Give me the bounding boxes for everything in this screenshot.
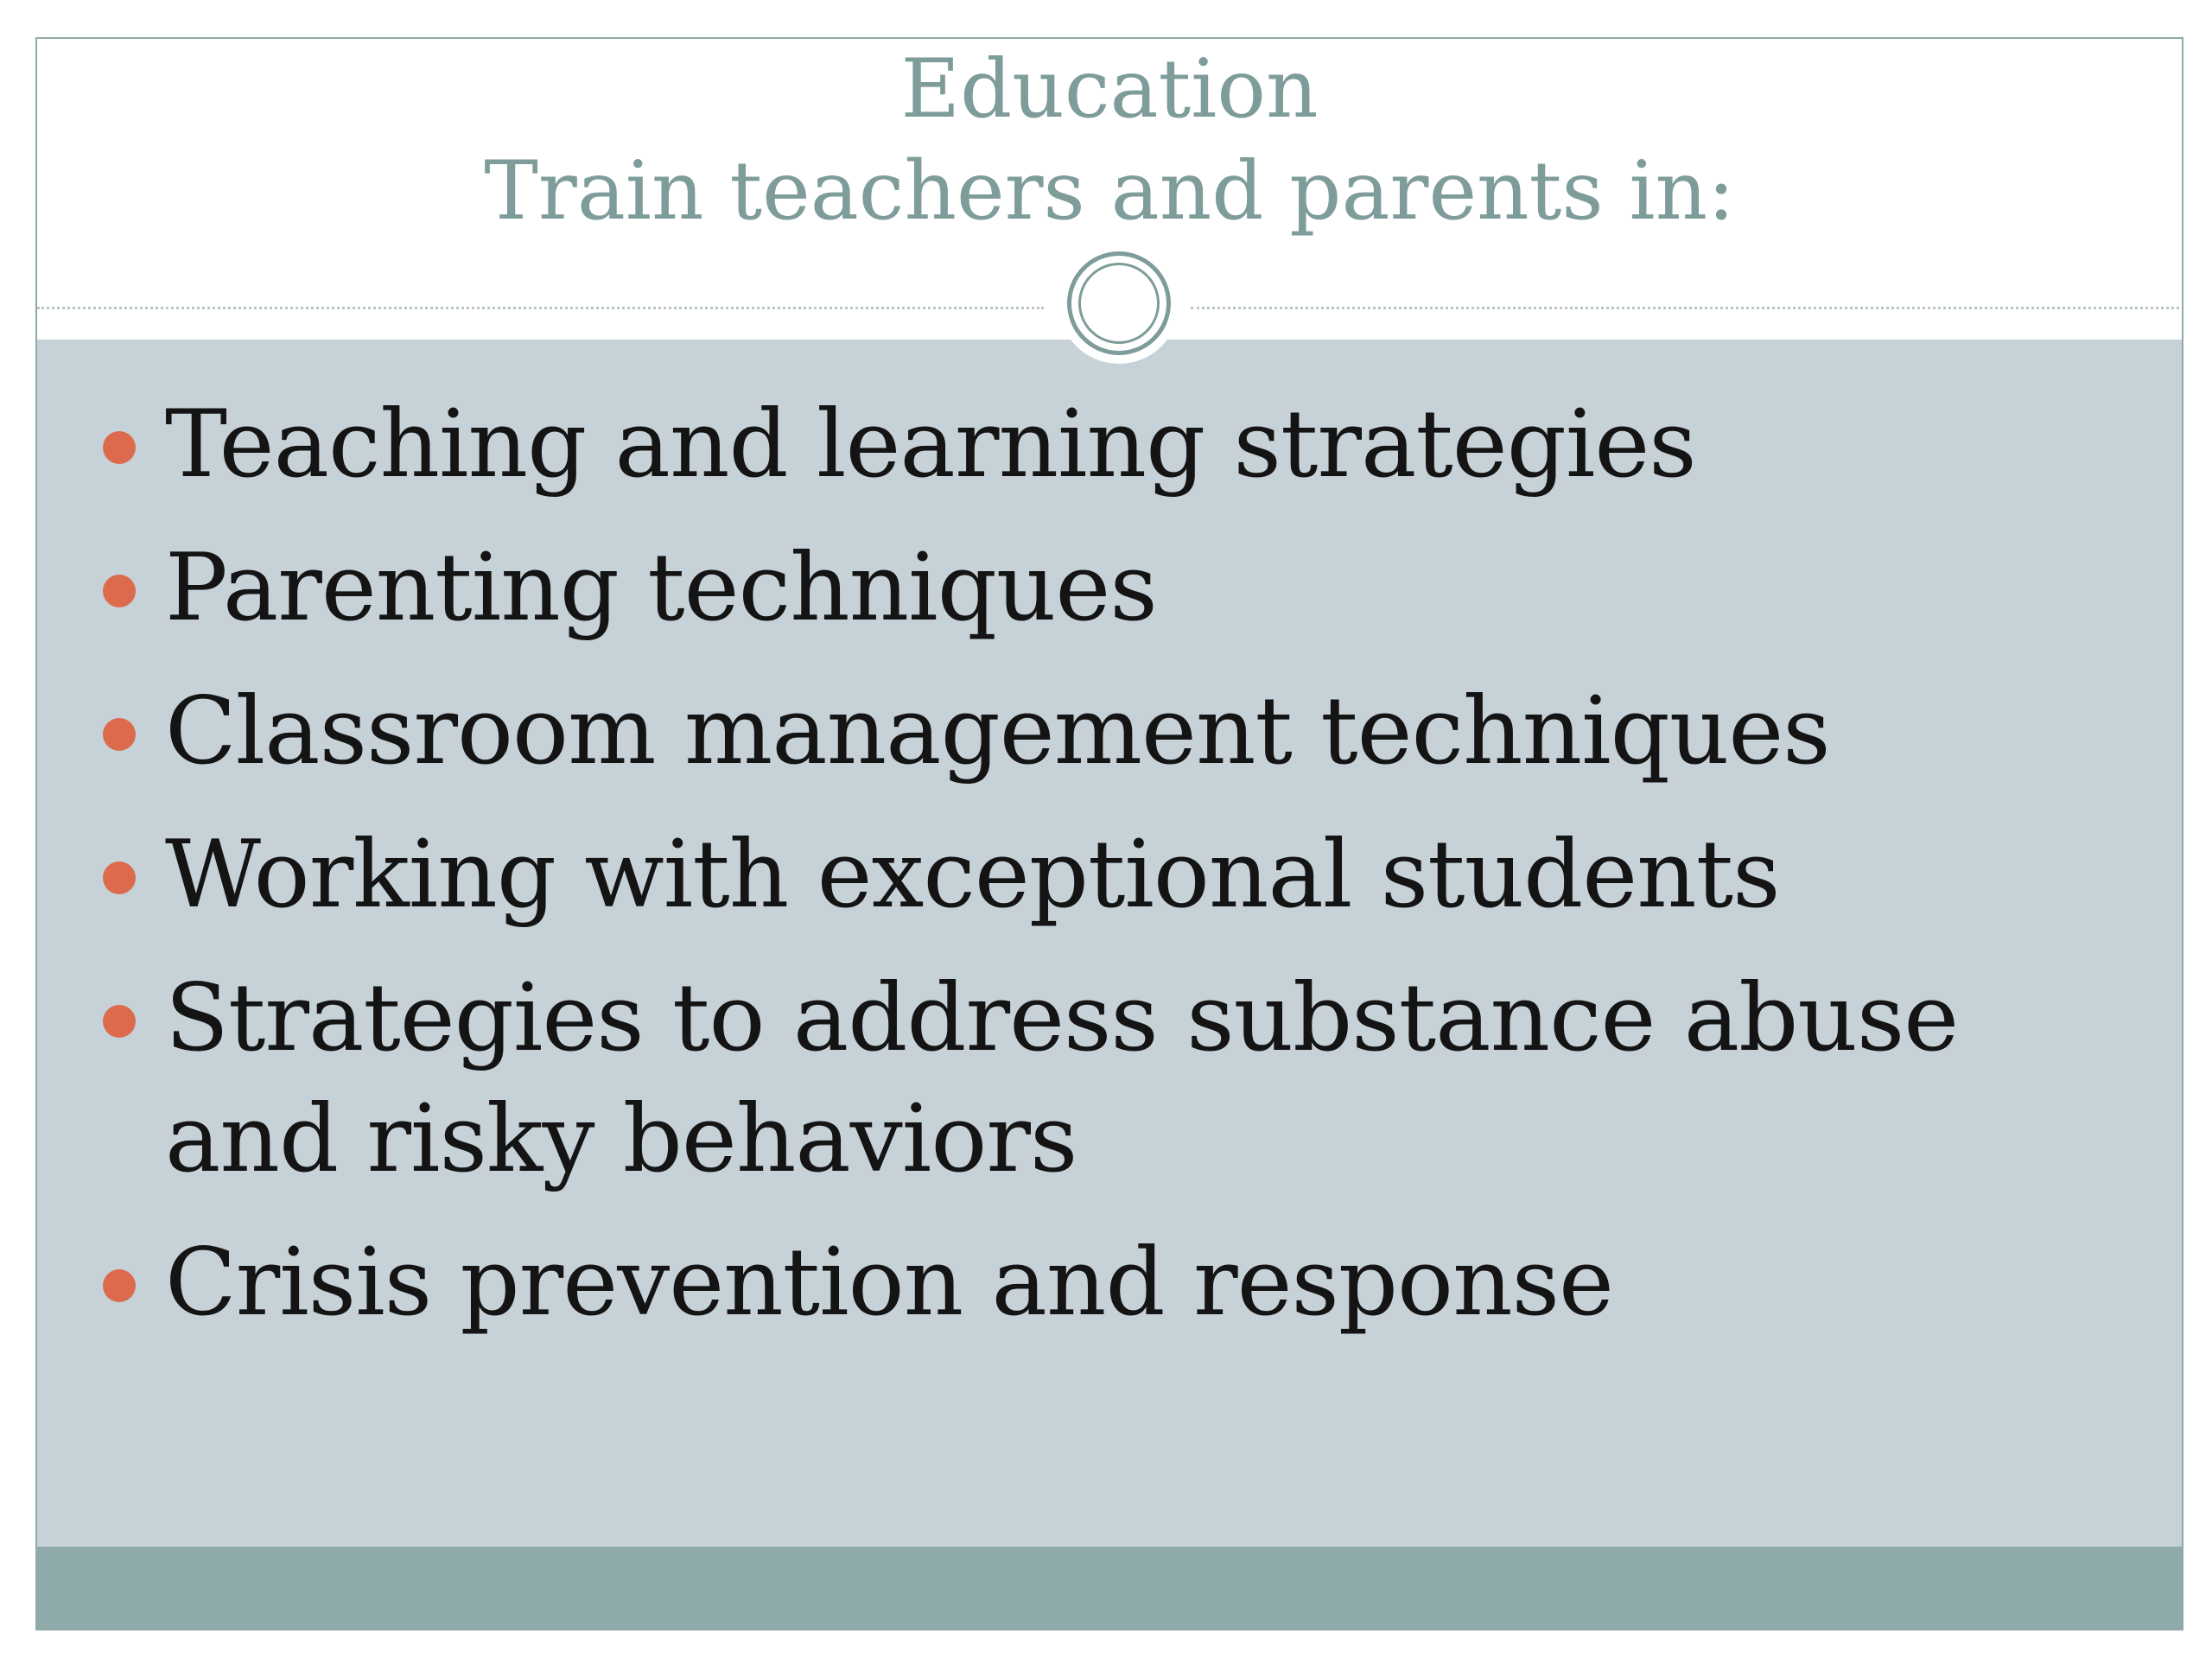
ornament-inner-ring	[1078, 263, 1160, 344]
bullet-dot-icon	[103, 718, 136, 751]
bullet-item-teaching	[37, 385, 2111, 505]
footer-bar	[37, 1547, 2182, 1630]
bullet-dot-icon	[103, 1005, 136, 1038]
bullet-dot-icon	[103, 575, 136, 607]
circle-ornament-icon	[1058, 243, 1179, 364]
bullet-text: Classroom management techniques	[165, 677, 1830, 785]
slide-title	[37, 39, 2182, 243]
bullet-text: Teaching and learning strategies	[165, 391, 1696, 499]
bullet-item-parenting	[37, 528, 2111, 649]
bullet-text: Crisis prevention and response	[165, 1229, 1613, 1337]
bullet-dot-icon	[103, 861, 136, 894]
title-divider-right	[1191, 307, 2183, 309]
bullet-item-exceptional	[37, 815, 2111, 936]
bullet-text: Parenting techniques	[165, 534, 1157, 642]
bullet-dot-icon	[103, 1269, 136, 1302]
slide	[35, 37, 2183, 1630]
bullet-item-classroom	[37, 671, 2111, 792]
bullet-list	[37, 385, 2111, 1366]
ornament-outer-ring	[1067, 251, 1171, 355]
bullet-item-substance-abuse	[37, 958, 2111, 1200]
title-line-2: Train teachers and parents in:	[484, 144, 1735, 238]
title-line-1: Education	[900, 42, 1319, 137]
bullet-text: Strategies to address substance abuse and risky behaviors	[165, 964, 1959, 1193]
bullet-dot-icon	[103, 431, 136, 464]
title-divider-left	[37, 307, 1044, 309]
bullet-text: Working with exceptional students	[165, 821, 1780, 929]
bullet-item-crisis	[37, 1223, 2111, 1344]
